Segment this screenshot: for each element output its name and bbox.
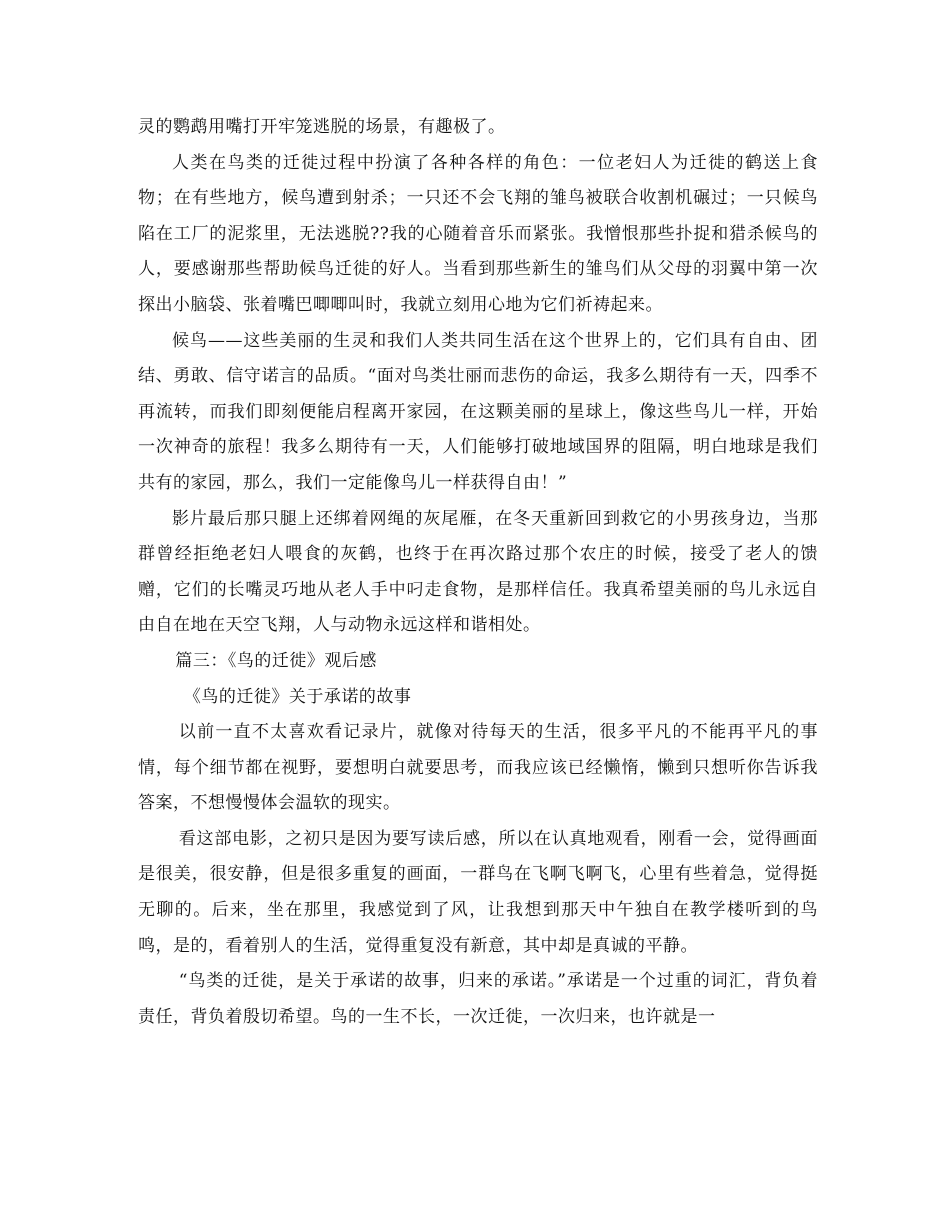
paragraph-human-roles: 人类在鸟类的迁徙过程中扮演了各种各样的角色：一位老妇人为迁徙的鹤送上食物；在有些地方，候鸟遭到射杀；一只还不会飞翔的雏鸟被联合收割机碾过；一只候鸟陷在工厂的泥浆里，无法逃脱??我的心随着音乐而紧张。我憎恨那些扑捉和猎杀候鸟的人，要感谢那些帮助候鸟迁徙的好人。当看到那些新生的雏鸟们从父母的羽翼中第一次探出小脑袋、张着嘴巴唧唧叫时，我就立刻用心地为它们祈祷起来。 [138, 152, 818, 315]
paragraph-watching: 看这部电影，之初只是因为要写读后感，所以在认真地观看，刚看一会，觉得画面是很美，很安静，但是很多重复的画面，一群鸟在飞啊飞啊飞，心里有些着急，觉得挺无聊的。后来，坐在那里，我感觉到了风，让我想到那天中午独自在教学楼听到的鸟鸣，是的，看着别人的生活，觉得重复没有新意，其中却是真诚的平静。 [138, 828, 818, 956]
paragraph-continuation: 灵的鹦鹉用嘴打开牢笼逃脱的场景，有趣极了。 [138, 117, 506, 137]
article-body [138, 110, 818, 1035]
paragraph-migratory-birds: 候鸟——这些美丽的生灵和我们人类共同生活在这个世界上的，它们具有自由、团结、勇敢、信守诺言的品质。“面对鸟类壮丽而悲伤的命运，我多么期待有一天，四季不再流转，而我们即刻便能启程离开家园，在这颗美丽的星球上，像这些鸟儿一样，开始一次神奇的旅程！我多么期待有一天，人们能够打破地域国界的阻隔，明白地球是我们共有的家园，那么，我们一定能像鸟儿一样获得自由！” [138, 330, 818, 493]
section-heading: 篇三：《鸟的迁徙》观后感 [175, 650, 377, 671]
paragraph-promise: “鸟类的迁徙，是关于承诺的故事，归来的承诺。”承诺是一个过重的词汇，背负着责任，背负着殷切希望。鸟的一生不长，一次迁徙，一次归来，也许就是一 [138, 971, 818, 1027]
paragraph-documentary: 以前一直不太喜欢看记录片，就像对待每天的生活，很多平凡的不能再平凡的事情，每个细节都在视野，要想明白就要思考，而我应该已经懒惰，懒到只想听你告诉我答案，不想慢慢体会温软的现实。 [138, 722, 818, 814]
section-subtitle: 《鸟的迁徙》关于承诺的故事 [183, 686, 412, 707]
paragraph-film-ending: 影片最后那只腿上还绑着网绳的灰尾雁，在冬天重新回到救它的小男孩身边，当那群曾经拒绝老妇人喂食的灰鹤，也终于在再次路过那个农庄的时候，接受了老人的馈赠，它们的长嘴灵巧地从老人手中叼走食物，是那样信任。我真希望美丽的鸟儿永远自由自在地在天空飞翔，人与动物永远这样和谐相处。 [138, 508, 818, 636]
